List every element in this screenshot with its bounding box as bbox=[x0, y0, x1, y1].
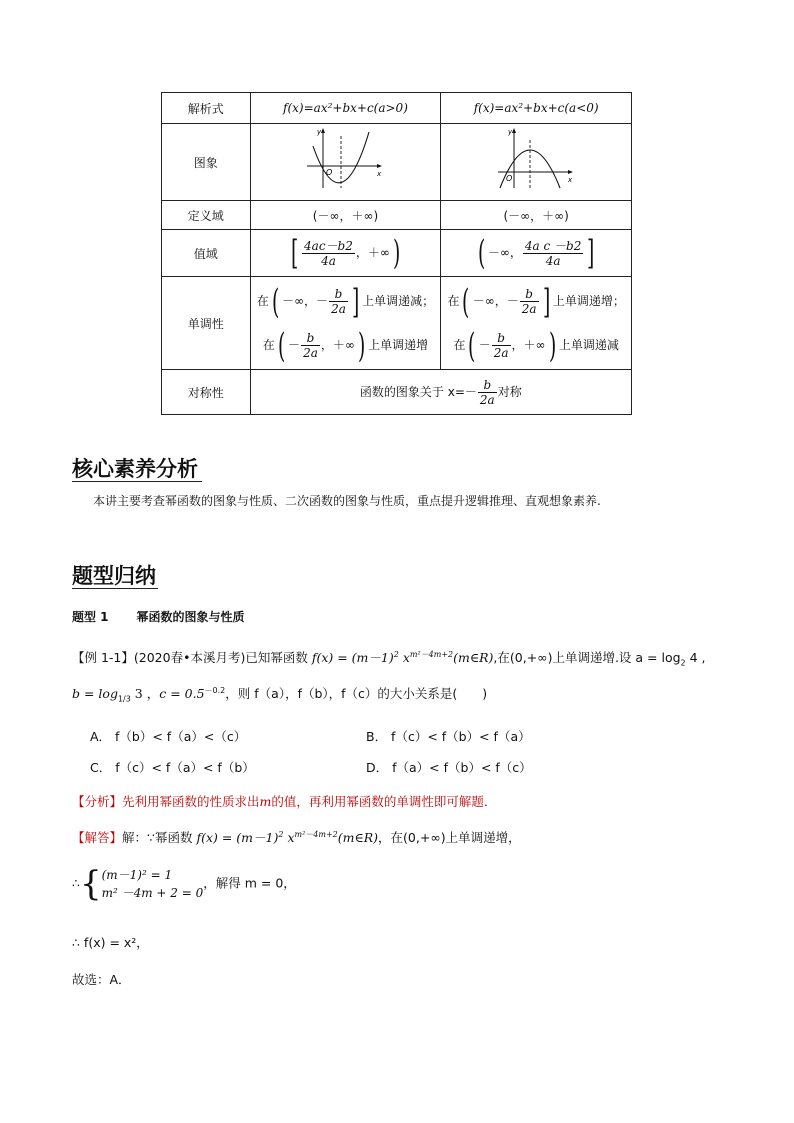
mono-line-2: 在( － $\frac{b}{2a}$ ，＋∞) 上单调递减 bbox=[453, 325, 619, 366]
origin-label: O bbox=[326, 167, 333, 177]
power-function: $f(x) = (m-1)^2$ $x^{m^2-4m+2}(m\in R)$ bbox=[311, 649, 494, 665]
range-fraction: $\frac{4ac-b2}{4a}$ bbox=[304, 238, 353, 268]
system-brace: { bbox=[79, 864, 102, 904]
solution-result-line: ∴ f(x) = x²， bbox=[72, 935, 149, 950]
x-label: x bbox=[568, 175, 573, 184]
header-a-positive: f(x)=ax²+bx+c(a>0) bbox=[250, 93, 441, 124]
right-bracket: ] bbox=[587, 233, 595, 273]
section-title-core: 核心素养分析 bbox=[72, 457, 198, 481]
range-negative: ( －∞， $\frac{\text{4a c －b2}}{4a}$ ] bbox=[441, 230, 632, 277]
left-paren: ( bbox=[477, 233, 485, 273]
y-label: y bbox=[508, 127, 513, 136]
y-axis-arrow bbox=[512, 128, 516, 133]
core-analysis-paragraph: 本讲主要考查幂函数的图象与性质、二次函数的图象与性质，重点提升逻辑推理、直观想象素养. bbox=[93, 494, 601, 508]
range-fraction: $\frac{\text{4a c －b2}}{4a}$ bbox=[524, 238, 582, 268]
symmetry-label: 对称性 bbox=[162, 370, 251, 415]
solution-line-1: 【解答】解：∵幂函数 $f(x) = (m-1)^2$ $x^{m^2-4m+2}(m\in R)$，在(0,+∞)上单调递增， bbox=[72, 829, 521, 845]
type-number: 题型 1 bbox=[72, 610, 109, 624]
x-axis-arrow bbox=[377, 164, 382, 168]
solution-system-line: ∴{ (m－1)² = 1 m² －4m + 2 = 0 ，解得 m = 0， bbox=[72, 864, 296, 904]
origin-label: O bbox=[506, 173, 513, 183]
monotonicity-negative bbox=[441, 277, 632, 370]
monotonicity-label: 单调性 bbox=[162, 277, 251, 370]
right-paren: ) bbox=[392, 233, 401, 273]
mono-line-2: 在( － $\frac{b}{2a}$ ，＋∞) 上单调递增 bbox=[262, 325, 429, 366]
section-title-underline bbox=[72, 588, 158, 589]
example-source: (2020春•本溪月考) bbox=[133, 650, 246, 665]
equation-system: (m－1)² = 1 m² －4m + 2 = 0 bbox=[101, 868, 204, 900]
y-axis-arrow bbox=[321, 128, 325, 133]
section-title-underline bbox=[72, 481, 202, 482]
solution-answer-line: 故选：A． bbox=[72, 972, 131, 987]
section-title-types: 题型归纳 bbox=[72, 564, 156, 588]
downward-parabola-graph bbox=[496, 126, 576, 196]
graph-cell-positive bbox=[250, 124, 441, 201]
quadratic-properties-table bbox=[161, 92, 632, 415]
type-heading bbox=[72, 608, 273, 625]
range-positive: [ $\frac{4ac-b2}{4a}$ ，＋∞) bbox=[250, 230, 441, 277]
x-label: x bbox=[377, 169, 382, 178]
option-a[interactable]: A． f（b）< f（a）<（c） bbox=[90, 729, 247, 744]
domain-positive: (－∞，＋∞) bbox=[250, 201, 441, 230]
type-name: 幂函数的图象与性质 bbox=[136, 610, 245, 624]
option-c[interactable]: C． f（c）< f（a）< f（b） bbox=[90, 760, 255, 775]
domain-negative: (－∞，＋∞) bbox=[441, 201, 632, 230]
graph-cell-negative bbox=[441, 124, 632, 201]
mono-line-1: 在( －∞，－ $\frac{b}{2a}$ ] 上单调递减； bbox=[256, 281, 435, 322]
x-axis-arrow bbox=[568, 170, 573, 174]
solution-tag: 【解答】 bbox=[72, 830, 123, 845]
upward-parabola-graph bbox=[305, 126, 385, 196]
option-d[interactable]: D． f（a）< f（b）< f（c） bbox=[366, 760, 532, 775]
example-stem-line-2: $b = \log_{1/3} 3$ ，$c = 0.5^{-0.2}$，则 f（a），f（b），f（c）的大小关系是( ) bbox=[72, 685, 488, 704]
analysis-line: 【分析】先利用幂函数的性质求出m的值，再利用幂函数的单调性即可解题． bbox=[72, 794, 497, 809]
example-tag: 【例 1-1】 bbox=[72, 650, 134, 665]
monotonicity-positive bbox=[250, 277, 441, 370]
left-bracket: [ bbox=[290, 233, 299, 273]
analysis-tag: 【分析】 bbox=[72, 794, 123, 809]
y-label: y bbox=[317, 127, 322, 136]
mono-line-1: 在( －∞，－ $\frac{b}{2a}$ ] 上单调递增； bbox=[447, 281, 625, 322]
header-label: 解析式 bbox=[162, 93, 251, 124]
symmetry-value: 函数的图象关于 x=－ $\frac{b}{2a}$ 对称 bbox=[250, 370, 631, 415]
option-b[interactable]: B． f（c）< f（b）< f（a） bbox=[366, 729, 531, 744]
range-label: 值域 bbox=[162, 230, 251, 277]
domain-label: 定义域 bbox=[162, 201, 251, 230]
header-a-negative: f(x)=ax²+bx+c(a<0) bbox=[441, 93, 632, 124]
graph-label: 图象 bbox=[162, 124, 251, 201]
example-stem-line-1: 【例 1-1】(2020春•本溪月考)已知幂函数 $f(x) = (m-1)^2$ $x^{m^2-4m+2}(m\in R)$,在(0,+∞)上单调递增.设 $a = \log_2 4$ , bbox=[72, 649, 706, 668]
